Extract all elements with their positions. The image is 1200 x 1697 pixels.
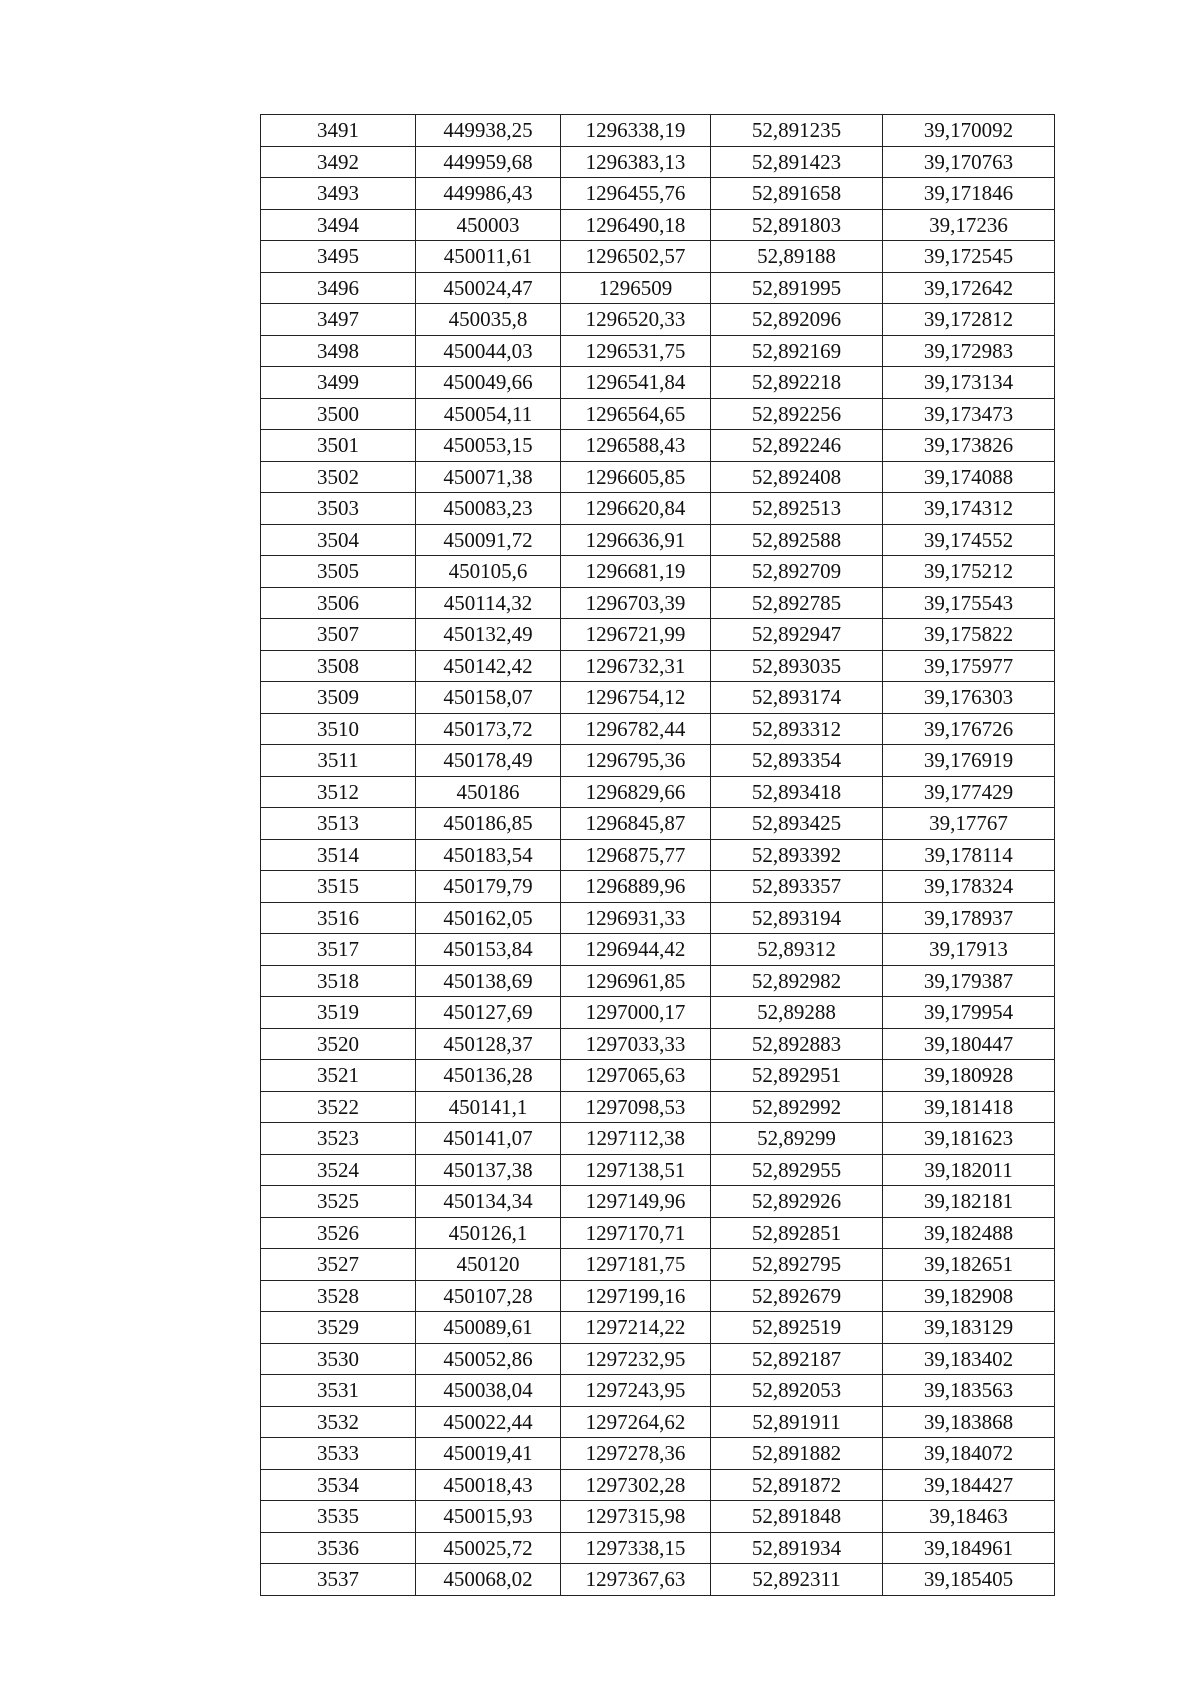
- x-coordinate-cell: 450018,43: [416, 1469, 561, 1501]
- latitude-cell: 52,892883: [711, 1028, 883, 1060]
- latitude-cell: 52,892519: [711, 1312, 883, 1344]
- x-coordinate-cell: 450035,8: [416, 304, 561, 336]
- y-coordinate-cell: 1297264,62: [561, 1406, 711, 1438]
- table-row: [261, 398, 1055, 430]
- longitude-cell: 39,17767: [883, 808, 1055, 840]
- latitude-cell: 52,892955: [711, 1154, 883, 1186]
- point-number-cell: 3521: [261, 1060, 416, 1092]
- x-coordinate-cell: 450038,04: [416, 1375, 561, 1407]
- x-coordinate-cell: 450138,69: [416, 965, 561, 997]
- point-number-cell: 3501: [261, 430, 416, 462]
- longitude-cell: 39,173826: [883, 430, 1055, 462]
- table-row: [261, 1469, 1055, 1501]
- table-row: [261, 713, 1055, 745]
- y-coordinate-cell: 1297302,28: [561, 1469, 711, 1501]
- latitude-cell: 52,893354: [711, 745, 883, 777]
- point-number-cell: 3514: [261, 839, 416, 871]
- point-number-cell: 3505: [261, 556, 416, 588]
- point-number-cell: 3502: [261, 461, 416, 493]
- y-coordinate-cell: 1296383,13: [561, 146, 711, 178]
- y-coordinate-cell: 1297315,98: [561, 1501, 711, 1533]
- latitude-cell: 52,891911: [711, 1406, 883, 1438]
- point-number-cell: 3506: [261, 587, 416, 619]
- latitude-cell: 52,892992: [711, 1091, 883, 1123]
- point-number-cell: 3533: [261, 1438, 416, 1470]
- longitude-cell: 39,178114: [883, 839, 1055, 871]
- y-coordinate-cell: 1296636,91: [561, 524, 711, 556]
- latitude-cell: 52,892187: [711, 1343, 883, 1375]
- latitude-cell: 52,89312: [711, 934, 883, 966]
- longitude-cell: 39,184072: [883, 1438, 1055, 1470]
- table-row: [261, 1564, 1055, 1596]
- y-coordinate-cell: 1297199,16: [561, 1280, 711, 1312]
- y-coordinate-cell: 1296605,85: [561, 461, 711, 493]
- y-coordinate-cell: 1297181,75: [561, 1249, 711, 1281]
- latitude-cell: 52,893194: [711, 902, 883, 934]
- y-coordinate-cell: 1296931,33: [561, 902, 711, 934]
- coordinates-table-body: [261, 115, 1055, 1596]
- table-row: [261, 146, 1055, 178]
- point-number-cell: 3519: [261, 997, 416, 1029]
- point-number-cell: 3492: [261, 146, 416, 178]
- x-coordinate-cell: 450071,38: [416, 461, 561, 493]
- point-number-cell: 3500: [261, 398, 416, 430]
- longitude-cell: 39,173134: [883, 367, 1055, 399]
- longitude-cell: 39,175212: [883, 556, 1055, 588]
- table-row: [261, 1249, 1055, 1281]
- point-number-cell: 3518: [261, 965, 416, 997]
- x-coordinate-cell: 450089,61: [416, 1312, 561, 1344]
- table-row: [261, 745, 1055, 777]
- table-row: [261, 587, 1055, 619]
- table-row: [261, 776, 1055, 808]
- point-number-cell: 3513: [261, 808, 416, 840]
- point-number-cell: 3527: [261, 1249, 416, 1281]
- longitude-cell: 39,183563: [883, 1375, 1055, 1407]
- point-number-cell: 3528: [261, 1280, 416, 1312]
- table-row: [261, 1091, 1055, 1123]
- latitude-cell: 52,892169: [711, 335, 883, 367]
- point-number-cell: 3520: [261, 1028, 416, 1060]
- table-row: [261, 871, 1055, 903]
- longitude-cell: 39,18463: [883, 1501, 1055, 1533]
- y-coordinate-cell: 1296509: [561, 272, 711, 304]
- x-coordinate-cell: 450049,66: [416, 367, 561, 399]
- longitude-cell: 39,175977: [883, 650, 1055, 682]
- x-coordinate-cell: 449938,25: [416, 115, 561, 147]
- point-number-cell: 3529: [261, 1312, 416, 1344]
- y-coordinate-cell: 1296502,57: [561, 241, 711, 273]
- longitude-cell: 39,183129: [883, 1312, 1055, 1344]
- y-coordinate-cell: 1296829,66: [561, 776, 711, 808]
- latitude-cell: 52,891848: [711, 1501, 883, 1533]
- table-row: [261, 430, 1055, 462]
- y-coordinate-cell: 1296455,76: [561, 178, 711, 210]
- longitude-cell: 39,173473: [883, 398, 1055, 430]
- y-coordinate-cell: 1296520,33: [561, 304, 711, 336]
- longitude-cell: 39,185405: [883, 1564, 1055, 1596]
- table-row: [261, 1154, 1055, 1186]
- y-coordinate-cell: 1297338,15: [561, 1532, 711, 1564]
- x-coordinate-cell: 450019,41: [416, 1438, 561, 1470]
- y-coordinate-cell: 1296681,19: [561, 556, 711, 588]
- point-number-cell: 3504: [261, 524, 416, 556]
- x-coordinate-cell: 450120: [416, 1249, 561, 1281]
- table-row: [261, 524, 1055, 556]
- latitude-cell: 52,892982: [711, 965, 883, 997]
- y-coordinate-cell: 1297138,51: [561, 1154, 711, 1186]
- point-number-cell: 3516: [261, 902, 416, 934]
- x-coordinate-cell: 450158,07: [416, 682, 561, 714]
- x-coordinate-cell: 450134,34: [416, 1186, 561, 1218]
- point-number-cell: 3510: [261, 713, 416, 745]
- y-coordinate-cell: 1297232,95: [561, 1343, 711, 1375]
- point-number-cell: 3512: [261, 776, 416, 808]
- y-coordinate-cell: 1297000,17: [561, 997, 711, 1029]
- longitude-cell: 39,182651: [883, 1249, 1055, 1281]
- x-coordinate-cell: 450105,6: [416, 556, 561, 588]
- longitude-cell: 39,178937: [883, 902, 1055, 934]
- longitude-cell: 39,181623: [883, 1123, 1055, 1155]
- table-row: [261, 1375, 1055, 1407]
- table-row: [261, 272, 1055, 304]
- y-coordinate-cell: 1297367,63: [561, 1564, 711, 1596]
- latitude-cell: 52,892785: [711, 587, 883, 619]
- latitude-cell: 52,892246: [711, 430, 883, 462]
- point-number-cell: 3536: [261, 1532, 416, 1564]
- y-coordinate-cell: 1297112,38: [561, 1123, 711, 1155]
- longitude-cell: 39,176919: [883, 745, 1055, 777]
- table-row: [261, 1312, 1055, 1344]
- y-coordinate-cell: 1296875,77: [561, 839, 711, 871]
- x-coordinate-cell: 450136,28: [416, 1060, 561, 1092]
- x-coordinate-cell: 450127,69: [416, 997, 561, 1029]
- x-coordinate-cell: 450083,23: [416, 493, 561, 525]
- point-number-cell: 3491: [261, 115, 416, 147]
- y-coordinate-cell: 1296541,84: [561, 367, 711, 399]
- y-coordinate-cell: 1297243,95: [561, 1375, 711, 1407]
- point-number-cell: 3522: [261, 1091, 416, 1123]
- x-coordinate-cell: 450044,03: [416, 335, 561, 367]
- coordinates-table: [260, 114, 1055, 1596]
- latitude-cell: 52,892588: [711, 524, 883, 556]
- table-row: [261, 1343, 1055, 1375]
- y-coordinate-cell: 1296588,43: [561, 430, 711, 462]
- y-coordinate-cell: 1297098,53: [561, 1091, 711, 1123]
- table-row: [261, 650, 1055, 682]
- latitude-cell: 52,89188: [711, 241, 883, 273]
- longitude-cell: 39,183868: [883, 1406, 1055, 1438]
- longitude-cell: 39,172812: [883, 304, 1055, 336]
- longitude-cell: 39,170092: [883, 115, 1055, 147]
- x-coordinate-cell: 450186: [416, 776, 561, 808]
- point-number-cell: 3496: [261, 272, 416, 304]
- latitude-cell: 52,891658: [711, 178, 883, 210]
- y-coordinate-cell: 1296490,18: [561, 209, 711, 241]
- point-number-cell: 3524: [261, 1154, 416, 1186]
- y-coordinate-cell: 1296961,85: [561, 965, 711, 997]
- y-coordinate-cell: 1297033,33: [561, 1028, 711, 1060]
- y-coordinate-cell: 1296564,65: [561, 398, 711, 430]
- latitude-cell: 52,891235: [711, 115, 883, 147]
- x-coordinate-cell: 450128,37: [416, 1028, 561, 1060]
- y-coordinate-cell: 1296845,87: [561, 808, 711, 840]
- point-number-cell: 3523: [261, 1123, 416, 1155]
- longitude-cell: 39,182908: [883, 1280, 1055, 1312]
- longitude-cell: 39,176303: [883, 682, 1055, 714]
- latitude-cell: 52,893418: [711, 776, 883, 808]
- longitude-cell: 39,180447: [883, 1028, 1055, 1060]
- longitude-cell: 39,17236: [883, 209, 1055, 241]
- table-row: [261, 556, 1055, 588]
- longitude-cell: 39,171846: [883, 178, 1055, 210]
- longitude-cell: 39,174552: [883, 524, 1055, 556]
- point-number-cell: 3534: [261, 1469, 416, 1501]
- x-coordinate-cell: 450141,1: [416, 1091, 561, 1123]
- y-coordinate-cell: 1296338,19: [561, 115, 711, 147]
- table-row: [261, 209, 1055, 241]
- latitude-cell: 52,891995: [711, 272, 883, 304]
- x-coordinate-cell: 450015,93: [416, 1501, 561, 1533]
- y-coordinate-cell: 1297170,71: [561, 1217, 711, 1249]
- latitude-cell: 52,892256: [711, 398, 883, 430]
- longitude-cell: 39,179387: [883, 965, 1055, 997]
- point-number-cell: 3526: [261, 1217, 416, 1249]
- point-number-cell: 3509: [261, 682, 416, 714]
- latitude-cell: 52,892218: [711, 367, 883, 399]
- longitude-cell: 39,184427: [883, 1469, 1055, 1501]
- y-coordinate-cell: 1297278,36: [561, 1438, 711, 1470]
- x-coordinate-cell: 450068,02: [416, 1564, 561, 1596]
- x-coordinate-cell: 450126,1: [416, 1217, 561, 1249]
- y-coordinate-cell: 1296944,42: [561, 934, 711, 966]
- x-coordinate-cell: 449959,68: [416, 146, 561, 178]
- x-coordinate-cell: 450107,28: [416, 1280, 561, 1312]
- table-row: [261, 178, 1055, 210]
- x-coordinate-cell: 450142,42: [416, 650, 561, 682]
- table-row: [261, 682, 1055, 714]
- longitude-cell: 39,174312: [883, 493, 1055, 525]
- table-row: [261, 1123, 1055, 1155]
- x-coordinate-cell: 450173,72: [416, 713, 561, 745]
- x-coordinate-cell: 450178,49: [416, 745, 561, 777]
- table-row: [261, 304, 1055, 336]
- latitude-cell: 52,892851: [711, 1217, 883, 1249]
- latitude-cell: 52,89288: [711, 997, 883, 1029]
- y-coordinate-cell: 1296703,39: [561, 587, 711, 619]
- latitude-cell: 52,892795: [711, 1249, 883, 1281]
- table-row: [261, 493, 1055, 525]
- latitude-cell: 52,893035: [711, 650, 883, 682]
- x-coordinate-cell: 450179,79: [416, 871, 561, 903]
- point-number-cell: 3493: [261, 178, 416, 210]
- x-coordinate-cell: 450153,84: [416, 934, 561, 966]
- table-row: [261, 461, 1055, 493]
- table-row: [261, 808, 1055, 840]
- point-number-cell: 3535: [261, 1501, 416, 1533]
- y-coordinate-cell: 1297214,22: [561, 1312, 711, 1344]
- y-coordinate-cell: 1296531,75: [561, 335, 711, 367]
- table-row: [261, 1501, 1055, 1533]
- longitude-cell: 39,17913: [883, 934, 1055, 966]
- latitude-cell: 52,89299: [711, 1123, 883, 1155]
- latitude-cell: 52,892096: [711, 304, 883, 336]
- latitude-cell: 52,892053: [711, 1375, 883, 1407]
- y-coordinate-cell: 1296732,31: [561, 650, 711, 682]
- x-coordinate-cell: 450003: [416, 209, 561, 241]
- latitude-cell: 52,892947: [711, 619, 883, 651]
- table-row: [261, 1438, 1055, 1470]
- longitude-cell: 39,182011: [883, 1154, 1055, 1186]
- longitude-cell: 39,175822: [883, 619, 1055, 651]
- longitude-cell: 39,177429: [883, 776, 1055, 808]
- x-coordinate-cell: 450025,72: [416, 1532, 561, 1564]
- table-row: [261, 241, 1055, 273]
- latitude-cell: 52,892951: [711, 1060, 883, 1092]
- latitude-cell: 52,893312: [711, 713, 883, 745]
- latitude-cell: 52,893425: [711, 808, 883, 840]
- longitude-cell: 39,175543: [883, 587, 1055, 619]
- table-row: [261, 1060, 1055, 1092]
- table-row: [261, 619, 1055, 651]
- table-row: [261, 902, 1055, 934]
- longitude-cell: 39,172983: [883, 335, 1055, 367]
- point-number-cell: 3517: [261, 934, 416, 966]
- table-row: [261, 1028, 1055, 1060]
- table-row: [261, 1280, 1055, 1312]
- latitude-cell: 52,893174: [711, 682, 883, 714]
- y-coordinate-cell: 1296782,44: [561, 713, 711, 745]
- longitude-cell: 39,183402: [883, 1343, 1055, 1375]
- point-number-cell: 3531: [261, 1375, 416, 1407]
- x-coordinate-cell: 449986,43: [416, 178, 561, 210]
- latitude-cell: 52,891872: [711, 1469, 883, 1501]
- longitude-cell: 39,182488: [883, 1217, 1055, 1249]
- point-number-cell: 3497: [261, 304, 416, 336]
- point-number-cell: 3503: [261, 493, 416, 525]
- longitude-cell: 39,176726: [883, 713, 1055, 745]
- latitude-cell: 52,891934: [711, 1532, 883, 1564]
- longitude-cell: 39,179954: [883, 997, 1055, 1029]
- latitude-cell: 52,892709: [711, 556, 883, 588]
- x-coordinate-cell: 450024,47: [416, 272, 561, 304]
- x-coordinate-cell: 450186,85: [416, 808, 561, 840]
- x-coordinate-cell: 450052,86: [416, 1343, 561, 1375]
- x-coordinate-cell: 450183,54: [416, 839, 561, 871]
- point-number-cell: 3499: [261, 367, 416, 399]
- longitude-cell: 39,182181: [883, 1186, 1055, 1218]
- latitude-cell: 52,891423: [711, 146, 883, 178]
- x-coordinate-cell: 450162,05: [416, 902, 561, 934]
- longitude-cell: 39,174088: [883, 461, 1055, 493]
- x-coordinate-cell: 450141,07: [416, 1123, 561, 1155]
- table-row: [261, 934, 1055, 966]
- x-coordinate-cell: 450137,38: [416, 1154, 561, 1186]
- x-coordinate-cell: 450132,49: [416, 619, 561, 651]
- point-number-cell: 3530: [261, 1343, 416, 1375]
- table-row: [261, 965, 1055, 997]
- x-coordinate-cell: 450011,61: [416, 241, 561, 273]
- point-number-cell: 3495: [261, 241, 416, 273]
- table-row: [261, 1406, 1055, 1438]
- table-row: [261, 335, 1055, 367]
- x-coordinate-cell: 450091,72: [416, 524, 561, 556]
- table-row: [261, 839, 1055, 871]
- point-number-cell: 3515: [261, 871, 416, 903]
- point-number-cell: 3507: [261, 619, 416, 651]
- latitude-cell: 52,892513: [711, 493, 883, 525]
- y-coordinate-cell: 1296620,84: [561, 493, 711, 525]
- latitude-cell: 52,891803: [711, 209, 883, 241]
- longitude-cell: 39,184961: [883, 1532, 1055, 1564]
- point-number-cell: 3537: [261, 1564, 416, 1596]
- table-row: [261, 115, 1055, 147]
- latitude-cell: 52,892311: [711, 1564, 883, 1596]
- longitude-cell: 39,180928: [883, 1060, 1055, 1092]
- y-coordinate-cell: 1297149,96: [561, 1186, 711, 1218]
- table-row: [261, 997, 1055, 1029]
- y-coordinate-cell: 1296889,96: [561, 871, 711, 903]
- latitude-cell: 52,892926: [711, 1186, 883, 1218]
- latitude-cell: 52,892408: [711, 461, 883, 493]
- table-row: [261, 1532, 1055, 1564]
- point-number-cell: 3508: [261, 650, 416, 682]
- x-coordinate-cell: 450022,44: [416, 1406, 561, 1438]
- point-number-cell: 3511: [261, 745, 416, 777]
- latitude-cell: 52,893357: [711, 871, 883, 903]
- longitude-cell: 39,170763: [883, 146, 1055, 178]
- point-number-cell: 3494: [261, 209, 416, 241]
- y-coordinate-cell: 1296795,36: [561, 745, 711, 777]
- table-row: [261, 1186, 1055, 1218]
- point-number-cell: 3532: [261, 1406, 416, 1438]
- y-coordinate-cell: 1297065,63: [561, 1060, 711, 1092]
- y-coordinate-cell: 1296754,12: [561, 682, 711, 714]
- longitude-cell: 39,172642: [883, 272, 1055, 304]
- x-coordinate-cell: 450114,32: [416, 587, 561, 619]
- point-number-cell: 3525: [261, 1186, 416, 1218]
- latitude-cell: 52,891882: [711, 1438, 883, 1470]
- x-coordinate-cell: 450054,11: [416, 398, 561, 430]
- latitude-cell: 52,893392: [711, 839, 883, 871]
- x-coordinate-cell: 450053,15: [416, 430, 561, 462]
- latitude-cell: 52,892679: [711, 1280, 883, 1312]
- longitude-cell: 39,172545: [883, 241, 1055, 273]
- longitude-cell: 39,181418: [883, 1091, 1055, 1123]
- longitude-cell: 39,178324: [883, 871, 1055, 903]
- point-number-cell: 3498: [261, 335, 416, 367]
- y-coordinate-cell: 1296721,99: [561, 619, 711, 651]
- table-row: [261, 1217, 1055, 1249]
- table-row: [261, 367, 1055, 399]
